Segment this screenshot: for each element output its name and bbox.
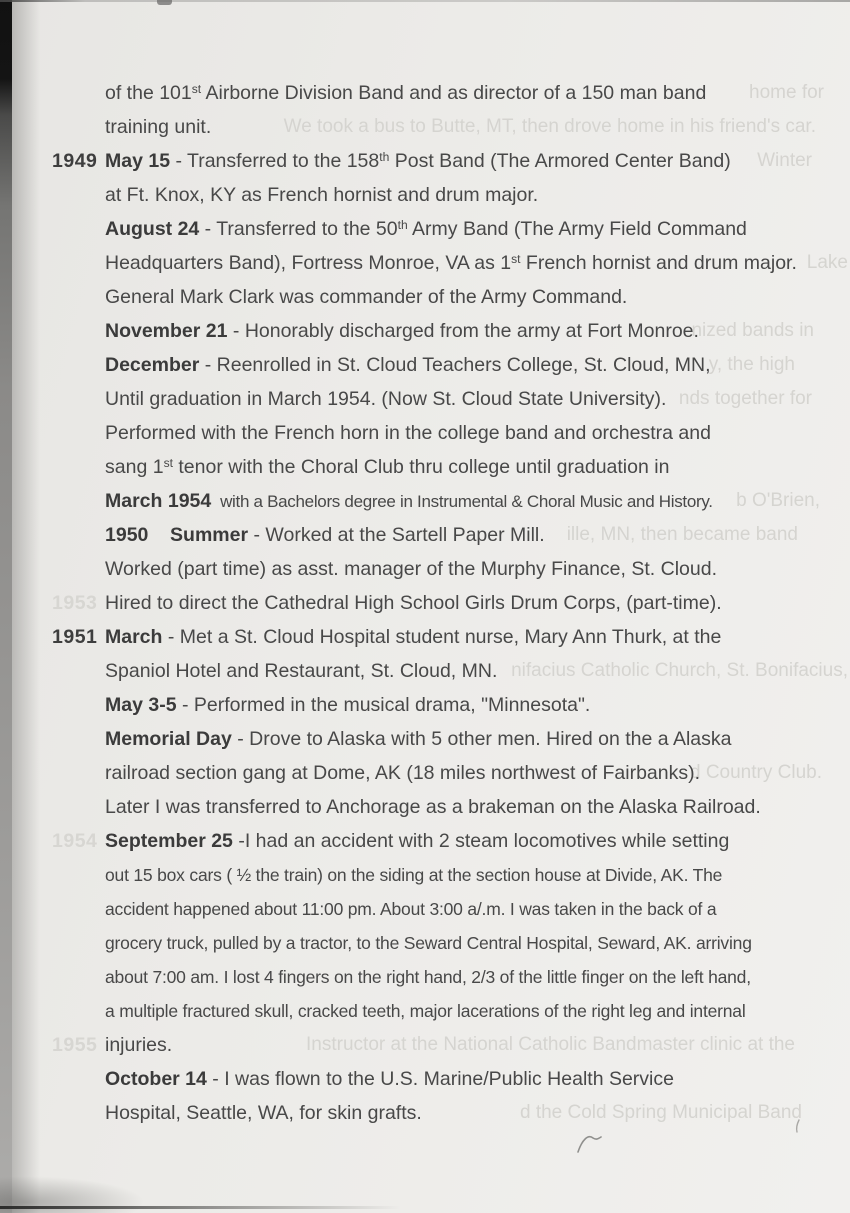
- document-line: [0, 926, 850, 960]
- line-text: grocery truck, pulled by a tractor, to the Seward Central Hospital, Seward, AK. arriving: [105, 933, 752, 953]
- bleed-through-year-label: 1953: [52, 592, 98, 614]
- document-line: [0, 348, 850, 382]
- line-text: September 25 -I had an accident with 2 steam locomotives while setting: [105, 830, 730, 852]
- line-text: May 15 - Transferred to the 158th Post Band (The Armored Center Band): [105, 149, 731, 172]
- line-text: accident happened about 11:00 pm. About 3:00 a/.m. I was taken in the back of a: [105, 899, 717, 919]
- line-text: May 3-5 - Performed in the musical drama, "Minnesota".: [105, 694, 591, 716]
- document-line: [0, 76, 850, 110]
- line-text: Hired to direct the Cathedral High School Girls Drum Corps, (part-time).: [105, 592, 722, 614]
- pencil-squiggle-mark: [576, 1132, 606, 1156]
- bleed-through-text: nifacius Catholic Church, St. Bonifacius,: [511, 660, 848, 681]
- document-line: [0, 824, 850, 858]
- line-text: about 7:00 am. I lost 4 fingers on the right hand, 2/3 of the little finger on the left hand,: [105, 967, 751, 987]
- document-line: [0, 994, 850, 1028]
- document-line: [0, 144, 850, 178]
- line-text: Worked (part time) as asst. manager of the Murphy Finance, St. Cloud.: [105, 558, 717, 580]
- bleed-through-text: nds together for: [678, 388, 812, 409]
- line-text: October 14 - I was flown to the U.S. Marine/Public Health Service: [105, 1068, 674, 1090]
- document-line: [0, 1096, 850, 1130]
- document-line: [0, 280, 850, 314]
- line-text: 1950 Summer - Worked at the Sartell Paper Mill.: [105, 524, 545, 546]
- bleed-through-text: d the Cold Spring Municipal Band: [519, 1102, 802, 1123]
- scan-bottom-edge-line: [0, 1206, 400, 1209]
- bleed-through-year-label: 1954: [52, 830, 98, 852]
- line-text: General Mark Clark was commander of the Army Command.: [105, 286, 628, 308]
- bleed-through-text: Instructor at the National Catholic Bandmaster clinic at the: [306, 1034, 795, 1055]
- document-line: [0, 790, 850, 824]
- document-line: [0, 960, 850, 994]
- line-text: November 21 - Honorably discharged from the army at Fort Monroe.: [105, 320, 699, 342]
- document-line: [0, 382, 850, 416]
- document-line: [0, 688, 850, 722]
- bleed-through-text: We took a bus to Butte, MT, then drove home in his friend's car.: [283, 116, 816, 137]
- line-text: Performed with the French horn in the college band and orchestra and: [105, 422, 711, 444]
- bleed-through-text: nized bands in: [691, 320, 814, 341]
- line-text: Memorial Day - Drove to Alaska with 5 other men. Hired on the a Alaska: [105, 728, 732, 750]
- line-text: March - Met a St. Cloud Hospital student nurse, Mary Ann Thurk, at the: [105, 626, 722, 648]
- line-text: March 1954 with a Bachelors degree in Instrumental & Choral Music and History.: [105, 490, 713, 512]
- line-text: of the 101st Airborne Division Band and as director of a 150 man band: [105, 81, 707, 104]
- line-text: a multiple fractured skull, cracked teeth, major lacerations of the right leg and internal: [105, 1001, 746, 1021]
- bleed-through-text: d Country Club.: [689, 762, 822, 783]
- line-text: injuries.: [105, 1034, 173, 1056]
- bleed-through-text: ille, MN, then became band: [566, 524, 798, 545]
- bleed-through-text: y, the high: [708, 354, 795, 375]
- document-line: [0, 484, 850, 518]
- document-line: [0, 1062, 850, 1096]
- document-line: [0, 246, 850, 280]
- document-line: [0, 416, 850, 450]
- scan-top-edge-line: [0, 0, 850, 2]
- line-text: Headquarters Band), Fortress Monroe, VA as 1st French hornist and drum major.: [105, 251, 797, 274]
- line-text: out 15 box cars ( ½ the train) on the siding at the section house at Divide, AK. The: [105, 865, 723, 885]
- line-text: Until graduation in March 1954. (Now St. Cloud State University).: [105, 388, 667, 410]
- document-line: [0, 518, 850, 552]
- document-line: [0, 212, 850, 246]
- document-line: [0, 858, 850, 892]
- line-text: sang 1st tenor with the Choral Club thru college until graduation in: [105, 455, 670, 478]
- bleed-through-text: Lake: [806, 252, 848, 273]
- document-line: [0, 892, 850, 926]
- document-line: [0, 1028, 850, 1062]
- line-text: August 24 - Transferred to the 50th Army Band (The Army Field Command: [105, 217, 747, 240]
- document-line: [0, 654, 850, 688]
- document-line: [0, 552, 850, 586]
- line-text: Hospital, Seattle, WA, for skin grafts.: [105, 1102, 422, 1124]
- line-text: training unit.: [105, 116, 212, 138]
- bleed-through-text: b O'Brien,: [736, 490, 820, 511]
- document-line: [0, 110, 850, 144]
- bleed-through-text: home for: [749, 82, 824, 103]
- document-line: [0, 756, 850, 790]
- document-line: [0, 620, 850, 654]
- bleed-through-text: Winter: [757, 150, 812, 171]
- scan-top-notch-mark: [157, 0, 172, 5]
- bleed-through-year-label: 1955: [52, 1034, 98, 1056]
- line-text: railroad section gang at Dome, AK (18 miles northwest of Fairbanks).: [105, 762, 701, 784]
- document-line: [0, 178, 850, 212]
- document-line: [0, 450, 850, 484]
- year-label: 1949: [52, 150, 98, 172]
- document-text-block: [0, 76, 850, 1130]
- line-text: December - Reenrolled in St. Cloud Teachers College, St. Cloud, MN,: [105, 354, 711, 376]
- line-text: Spaniol Hotel and Restaurant, St. Cloud, MN.: [105, 660, 498, 682]
- line-text: Later I was transferred to Anchorage as a brakeman on the Alaska Railroad.: [105, 796, 761, 818]
- document-line: [0, 586, 850, 620]
- year-label: 1951: [52, 626, 98, 648]
- line-text: at Ft. Knox, KY as French hornist and drum major.: [105, 184, 539, 206]
- document-line: [0, 722, 850, 756]
- document-line: [0, 314, 850, 348]
